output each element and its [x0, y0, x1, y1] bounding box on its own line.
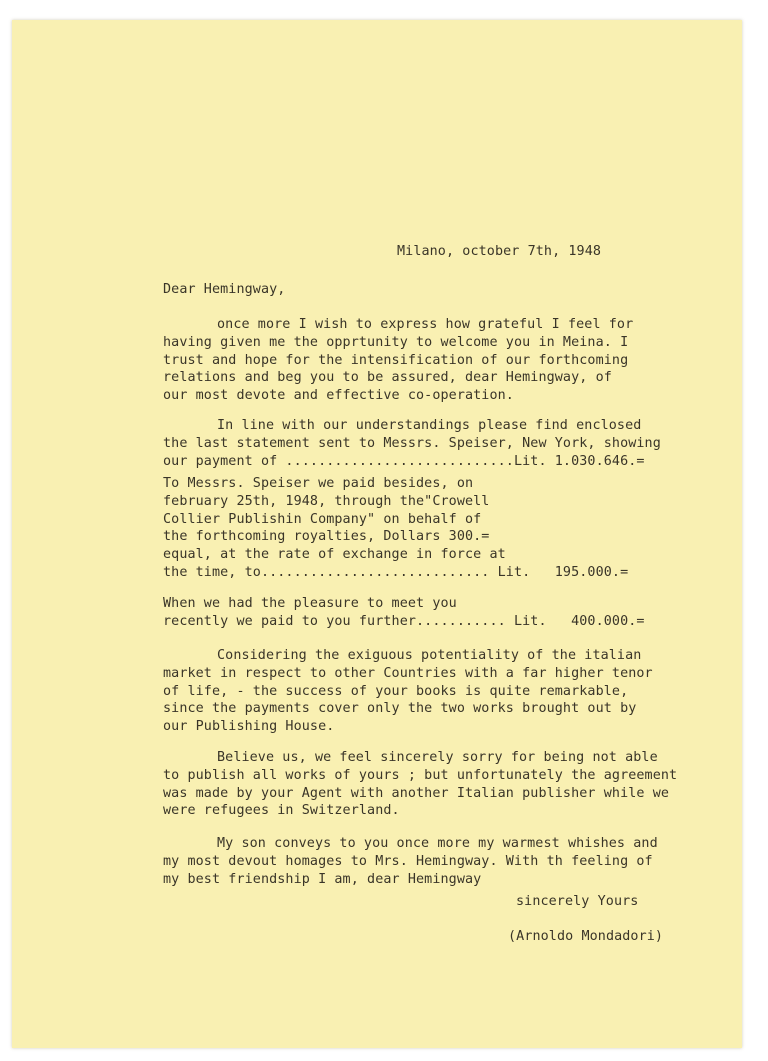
paragraph-line: my best friendship I am, dear Hemingway — [163, 871, 482, 887]
paragraph-line: To Messrs. Speiser we paid besides, on — [163, 476, 474, 491]
paragraph-line: were refugees in Switzerland. — [163, 803, 400, 819]
paragraph-line: In line with our understandings please find enclosed — [217, 418, 642, 433]
paragraph-line: our most devote and effective co-operation. — [163, 388, 514, 404]
paragraph-line: the last statement sent to Messrs. Speiser, New York, showing — [163, 435, 661, 451]
paragraph-line: relations and beg you to be assured, dear Hemingway, of — [163, 370, 612, 386]
paragraph-5 — [163, 647, 653, 736]
paragraph-line: february 25th, 1948, through the"Crowell — [163, 493, 490, 509]
paragraph-4 — [163, 595, 645, 631]
paragraph-line: our payment of ............................Lit. 1.030.646.= — [163, 453, 645, 469]
paragraph-line: the forthcoming royalties, Dollars 300.= — [163, 529, 490, 545]
paragraph-line: of life, - the success of your books is quite remarkable, — [163, 683, 629, 699]
paragraph-line: the time, to............................ Lit. 195.000.= — [163, 564, 629, 580]
paragraph-1 — [163, 316, 633, 405]
paragraph-line: my most devout homages to Mrs. Hemingway. With th feeling of — [163, 853, 653, 869]
paragraph-line: Considering the exiguous potentiality of the italian — [217, 648, 642, 663]
paragraph-line: since the payments cover only the two works brought out by — [163, 701, 637, 717]
closing: sincerely Yours — [516, 894, 639, 909]
paragraph-7 — [163, 835, 658, 888]
dateline: Milano, october 7th, 1948 — [397, 244, 602, 259]
paragraph-line: to publish all works of yours ; but unfortunately the agreement — [163, 767, 678, 783]
paragraph-line: having given me the opprtunity to welcome you in Meina. I — [163, 334, 629, 350]
paragraph-6 — [163, 749, 677, 820]
paragraph-line: When we had the pleasure to meet you — [163, 596, 457, 611]
signature: (Arnoldo Mondadori) — [508, 929, 664, 944]
salutation: Dear Hemingway, — [163, 282, 286, 297]
paragraph-line: was made by your Agent with another Italian publisher while we — [163, 785, 670, 801]
paragraph-3 — [163, 475, 628, 582]
paragraph-line: My son conveys to you once more my warmest whishes and — [217, 836, 658, 851]
paragraph-2 — [163, 417, 661, 470]
paragraph-line: once more I wish to express how grateful I feel for — [217, 317, 634, 332]
paragraph-line: recently we paid to you further........... Lit. 400.000.= — [163, 613, 645, 629]
paragraph-line: Believe us, we feel sincerely sorry for being not able — [217, 750, 658, 765]
paragraph-line: equal, at the rate of exchange in force at — [163, 547, 506, 563]
paragraph-line: market in respect to other Countries with a far higher tenor — [163, 665, 653, 681]
paragraph-line: trust and hope for the intensification of our forthcoming — [163, 352, 629, 368]
paragraph-line: Collier Publishin Company" on behalf of — [163, 511, 482, 527]
paragraph-line: our Publishing House. — [163, 719, 335, 735]
